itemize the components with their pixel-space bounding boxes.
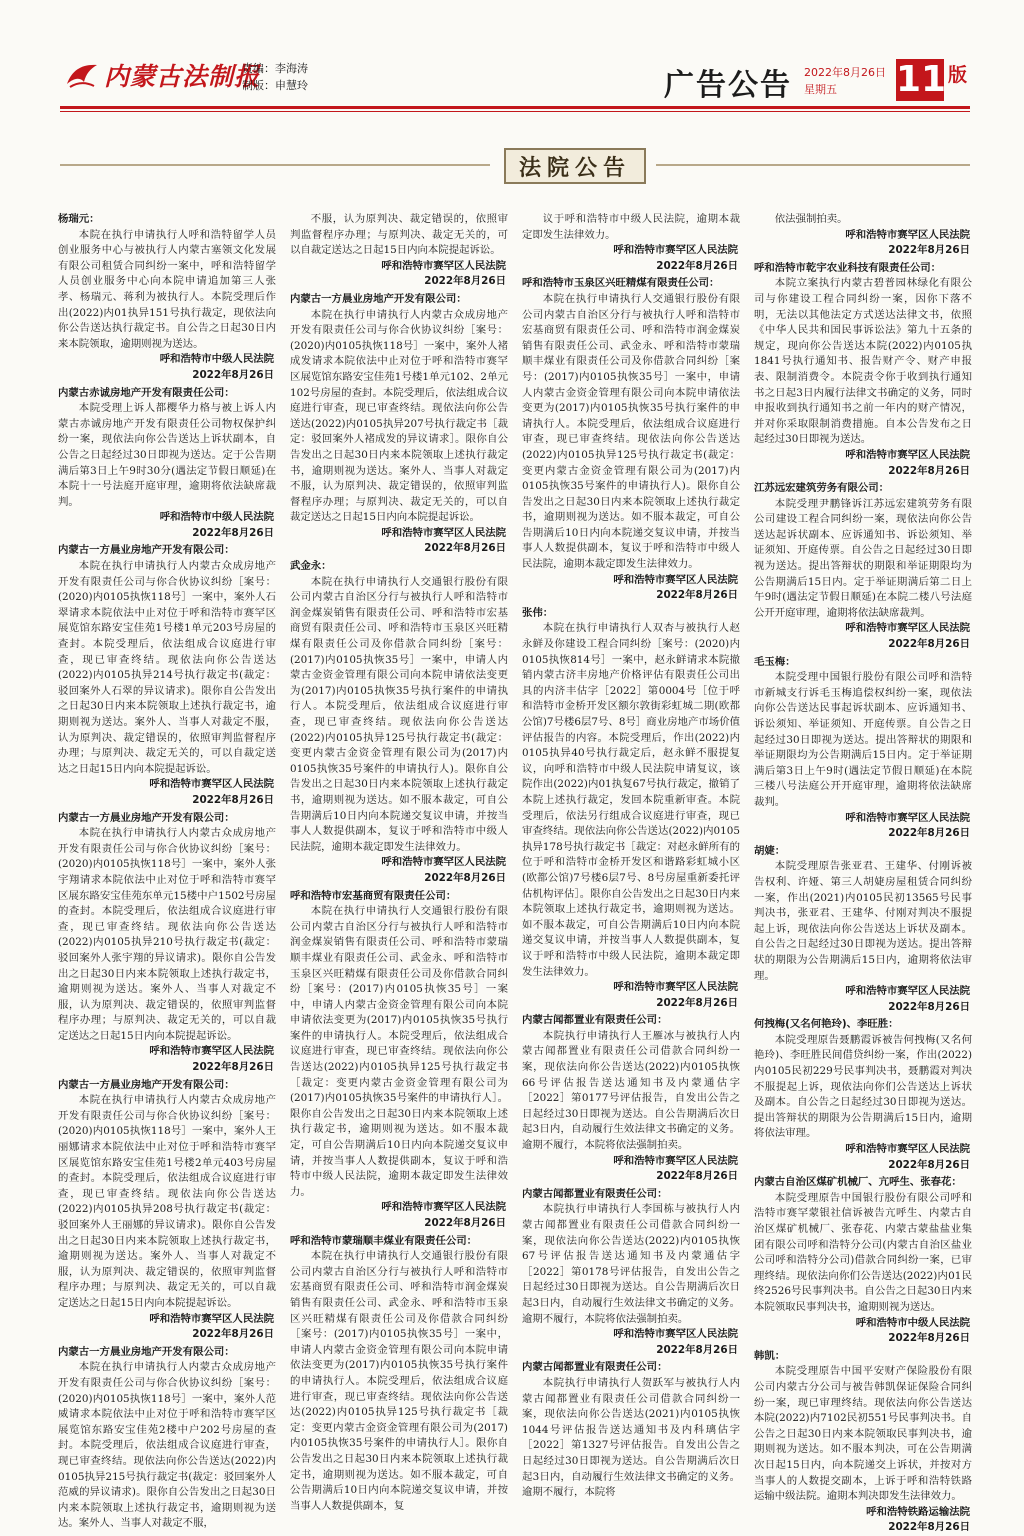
issuing-court: 呼和浩特市赛罕区人民法院 (613, 573, 738, 586)
notice-date: 2022年8月26日 (424, 275, 506, 288)
notice-column (754, 212, 972, 1534)
issuing-court: 呼和浩特市赛罕区人民法院 (381, 856, 506, 869)
court-notice (58, 212, 276, 384)
notice-date: 2022年8月26日 (656, 1170, 738, 1183)
notice-body: 本院在执行申请执行人内蒙古众成房地产开发有限责任公司与你合伙协议纠纷［案号：(2020)内0105执恢118号］一案中，案外人石翠请求本院依法中止对位于呼和浩特市赛罕区展览馆东路安宝佳苑1号楼1单元203号房屋的查封。本院受理后，依法组成合议庭进行审查，现已审查终结。现依法向你公告送达(2022)内0105执异214号执行裁定书(裁定：驳回案外人石翠的异议请求)。限你自公告发出之日起30日内来本院领取上述执行裁定书，逾期则视为送达。案外人、当事人对裁定不服，认为原判决、裁定错误的，依照审判监督程序办理；与原判决、裁定无关的，可以自裁定送达之日起15日内向本院提起诉讼。 (58, 560, 276, 775)
notice-column (58, 212, 276, 1530)
court-notice (290, 212, 508, 290)
court-notice (58, 1345, 276, 1532)
notice-column (522, 212, 740, 1499)
notice-body: 本院受理尹鹏锋诉江苏远宏建筑劳务有限公司建设工程合同纠纷一案，现依法向你公告送达起诉状副本、应诉通知书、诉讼须知、举证须知、开庭传票。自公告之日起经过30日即视为送达。提出答辩状的期限和举证期限均为公告期满后15日内。定于举证期满后第二日上午9时(遇法定节假日顺延)在本院二楼八号法庭公开开庭审理，逾期将依法缺席裁判。 (754, 497, 972, 619)
notice-body: 本院在执行申请执行人呼和浩特留学人员创业服务中心与被执行人内蒙古塞领文化发展有限公司租赁合同纠纷一案中，呼和浩特留学人员创业服务中心向本院申请追加第三人张孝、杨瑞元、蒋利为被执行人。本院受理后作出(2022)内01执异151号执行裁定，现依法向你公告送达执行裁定书。自公告之日起30日内来本院领取，逾期则视为送达。 (58, 228, 276, 350)
notice-body: 本院在执行申请执行人交通银行股份有限公司内蒙古自治区分行与被执行人呼和浩特市宏基商贸有限责任公司、呼和浩特市润金煤炭销售有限责任公司、武金永、呼和浩特市玉泉区兴旺精煤有限责任公司及你借款合同纠纷［案号：(2017)内0105执恢35号］一案中，申请人内蒙古金资金管理有限公司向本院申请依法变更为(2017)内0105执恢35号执行案件的申请执行人。本院受理后，依法组成合议庭进行审查，现已审查终结。现依法向你公告送达(2022)内0105执异125号执行裁定书［裁定：变更内蒙古金资金管理有限公司为(2017)内0105执恢35号案件的申请执行人］。限你自公告发出之日起30日内来本院领取上述执行裁定书，逾期则视为送达。如不服本裁定，可自公告期满后10日内向本院递交复议申请，并按当事人人数提供副本，复 (290, 1250, 508, 1512)
notice-body: 依法强制拍卖。 (774, 213, 848, 225)
addressee: 杨瑞元： (58, 213, 100, 225)
notice-date: 2022年8月26日 (888, 1332, 970, 1345)
addressee: 内蒙古一方晨业房地产开发有限公司： (58, 1078, 235, 1091)
notice-body: 本院执行申请执行人贺跃军与被执行人内蒙古闻都置业有限责任公司借款合同纠纷一案，现依法向你公告送达(2021)内0105执恢1044号评估报告送达通知书及内科璃估字［2022］第1327号评估报告。自发出公告之日起经过30日即视为送达。自公告期满后次日起3日内，自动履行生效法律文书确定的义务。逾期不履行，本院将 (522, 1376, 740, 1499)
notice-date: 2022年8月26日 (192, 368, 274, 381)
notice-date: 2022年8月26日 (888, 1158, 970, 1171)
court-notice (754, 844, 972, 1016)
addressee: 何拽梅(又名何艳玲)、李旺胜： (754, 1018, 899, 1031)
notice-date: 2022年8月26日 (888, 1521, 970, 1534)
notice-date: 2022年8月26日 (888, 638, 970, 651)
court-notice (290, 1234, 508, 1515)
notice-body: 本院在执行申请执行人双杏与被执行人赵永鲜及你建设工程合同纠纷［案号：(2020)内0105执恢814号］一案中，赵永鲜请求本院撤销内蒙古济丰房地产价格评估有限责任公司出具的内济丰估字［2022］第0004号［位于呼和浩特市金桥开发区额尔敦街彩虹城二期(欧都公馆)7号楼6层7号、8号］商业房地产市场价值评估报告的内容。本院受理后，作出(2022)内0105执异40号执行裁定后，赵永鲜不服提复议，向呼和浩特市中级人民法院申请复议，该院作出(2022)内01执复67号执行裁定，撤销了本院上述执行裁定，发回本院重新审查。本院受理后，依法另行组成合议庭进行审查，现已审查终结。现依法向你公告送达(2022)内0105执异178号执行裁定书［裁定：对赵永鲜所有的位于呼和浩特市金桥开发区和谐路彩虹城小区(欧都公馆)7号楼6层7号、8号房屋重新委托评估机构评估］。限你自公告发出之日起30日内来本院领取上述执行裁定书，逾期则视为送达。如不服本裁定，可自公告期满后10日内向本院递交复议申请，并按当事人人数提供副本，复议于呼和浩特市中级人民法院，逾期本裁定即发生法律效力。 (522, 622, 740, 978)
notice-body: 本院受理原告中国平安财产保险股份有限公司内蒙古分公司与被告韩凯保证保险合同纠纷一案，现已审理终结。现依法向你公告送达本院(2022)内7102民初551号民事判决书。自公告之日起30日内来本院领取民事判决书，逾期则视为送达。如不服本判决，可在公告期满次日起15日内，向本院递交上诉状，并按对方当事人的人数提交副本，上诉于呼和浩特铁路运输中级法院。逾期本判决即发生法律效力。 (754, 1365, 972, 1503)
court-notice (754, 1175, 972, 1347)
newspaper-logo (64, 58, 260, 92)
notice-date: 2022年8月26日 (656, 589, 738, 602)
page-label: 版 (948, 64, 968, 86)
notice-body: 本院在执行申请执行人内蒙古众成房地产开发有限责任公司与你合伙协议纠纷［案号：(2020)内0105执恢118号］一案中，案外人张宇翔请求本院依法中止对位于呼和浩特市赛罕区展东路安宝佳苑东单元15楼中户1502号房屋的查封。本院受理后，依法组成合议庭进行审查，现已审查终结。现依法向你公告送达(2022)内0105执异210号执行裁定书(裁定：驳回案外人张宇翔的异议请求)。限你自公告发出之日起30日内来本院领取上述执行裁定书，逾期则视为送达。案外人、当事人对裁定不服，认为原判决、裁定错误的，依照审判监督程序办理；与原判决、裁定无关的，可以自裁定送达之日起15日内向本院提起诉讼。 (58, 827, 276, 1042)
issuing-court: 呼和浩特市赛罕区人民法院 (613, 1154, 738, 1167)
section-banner (60, 148, 970, 182)
issue-weekday: 星期五 (804, 83, 837, 96)
notice-body: 本院执行申请执行人李国栋与被执行人内蒙古闻都置业有限责任公司借款合同纠纷一案，现依法向你公告送达(2022)内0105执恢67号评估报告送达通知书及内蒙通估字［2022］第0178号评估报告，自发出公告之日起经过30日即视为送达。自公告期满后次日起3日内，自动履行生效法律文书确定的义务。逾期不履行，本院将依法强制拍卖。 (522, 1203, 740, 1325)
notice-body: 本院受理原告中国银行股份有限公司呼和浩特市赛罕蒙银社信诉被告亢呼生、内蒙古自治区煤矿机械厂、张春花、内蒙古蒙盐盐业集团有限公司呼和浩特分公司(内蒙古自治区盐业公司呼和浩特分公司)借款合同纠纷一案，已审理终结。现依法向你们公告送达(2022)内01民终2526号民事判决书。自公告之日起30日内来本院领取民事判决书，逾期则视为送达。 (754, 1191, 972, 1313)
court-notice (290, 292, 508, 557)
addressee: 内蒙古闻都置业有限责任公司： (522, 1361, 668, 1374)
issuing-court: 呼和浩特市赛罕区人民法院 (845, 985, 970, 998)
notice-date: 2022年8月26日 (192, 1328, 274, 1341)
court-notice (290, 559, 508, 886)
court-notice (522, 276, 740, 603)
notice-body: 本院在执行申请执行人内蒙古众成房地产开发有限责任公司与你合伙协议纠纷［案号：(2020)内0105执恢118号］一案中，案外人王丽娜请求本院依法中止对位于呼和浩特市赛罕区展览馆东路安宝佳苑1号楼2单元403号房屋的查封。本院受理后，依法组成合议庭进行审查，现已审查终结。现依法向你公告送达(2022)内0105执异208号执行裁定书(裁定：驳回案外人王丽娜的异议请求)。限你自公告发出之日起30日内来本院领取上述执行裁定书，逾期则视为送达。案外人、当事人对裁定不服，认为原判决、裁定错误的，依照审判监督程序办理；与原判决、裁定无关的，可以自裁定送达之日起15日内向本院提起诉讼。 (58, 1094, 276, 1309)
court-notice (58, 543, 276, 808)
addressee: 内蒙古赤诚房地产开发有限责任公司： (58, 386, 235, 399)
addressee: 内蒙古自治区煤矿机械厂、亢呼生、张春花： (754, 1176, 962, 1189)
issue-date (804, 64, 886, 98)
court-notice (754, 212, 972, 259)
notice-body: 本院受理上诉人都樱华力格与被上诉人内蒙古赤诚房地产开发有限责任公司物权保护纠纷一案，现依法向你公告送达上诉状副本，自公告之日起经过30日即视为送达。定于公告期满后第3日上午9时30分(遇法定节假日顺延)在本院十一号法庭开庭审理，逾期将依法缺席裁判。 (58, 402, 276, 508)
issuing-court: 呼和浩特市赛罕区人民法院 (613, 1328, 738, 1341)
notice-date: 2022年8月26日 (888, 1000, 970, 1013)
notice-date: 2022年8月26日 (192, 1061, 274, 1074)
issuing-court: 呼和浩特市赛罕区人民法院 (613, 981, 738, 994)
notice-date: 2022年8月26日 (424, 1217, 506, 1229)
court-notice (522, 1360, 740, 1500)
notice-body: 本院立案执行内蒙古碧普园林绿化有限公司与你建设工程合同纠纷一案，因你下落不明，无法以其他法定方式送达法律文书，依照《中华人民共和国民事诉讼法》第九十五条的规定，现向你公告送达本院(2022)内0105执1841号执行通知书、报告财产令、财产申报表、限制消费令。本院责令你于收到执行通知书之日起3日内履行法律文书确定的义务，同时申报收到执行通知书之前一年内的财产情况，并对你采取限制消费措施。自本公告发布之日起经过30日即视为送达。 (754, 277, 972, 446)
banner-line-left (60, 164, 490, 166)
court-notice (754, 1349, 972, 1536)
court-notice (754, 481, 972, 653)
court-notice (290, 889, 508, 1232)
masthead (0, 0, 1024, 122)
notice-body: 议于呼和浩特市中级人民法院，逾期本裁定即发生法律效力。 (522, 213, 740, 241)
addressee: 内蒙古一方晨业房地产开发有限公司： (58, 544, 235, 557)
header-rule-thin (60, 111, 970, 112)
court-notice (522, 606, 740, 1011)
court-notice (754, 261, 972, 479)
notice-body: 本院在执行申请执行人内蒙古众成房地产开发有限责任公司与你合伙协议纠纷［案号：(2020)内0105执恢118号］一案中，案外人范威请求本院依法中止对位于呼和浩特市赛罕区展览馆东路安宝佳苑2楼中户202号房屋的查封。本院受理后，依法组成合议庭进行审查，现已审查终结。现依法向你公告送达(2022)内0105执异215号执行裁定书(裁定：驳回案外人范威的异议请求)。限你自公告发出之日起30日内来本院领取上述执行裁定书，逾期则视为送达。案外人、当事人对裁定不服， (58, 1361, 276, 1530)
producer-name: 制版：申慧玲 (242, 79, 308, 92)
section-title: 广告公告 (664, 68, 792, 103)
addressee: 内蒙古闻都置业有限责任公司： (522, 1187, 668, 1200)
notice-date: 2022年8月26日 (656, 259, 738, 272)
addressee: 江苏远宏建筑劳务有限公司： (754, 482, 890, 495)
issuing-court: 呼和浩特市中级人民法院 (159, 511, 274, 524)
issuing-court: 呼和浩特市赛罕区人民法院 (149, 1312, 274, 1325)
issuing-court: 呼和浩特铁路运输法院 (866, 1505, 970, 1518)
logo-emblem-icon (64, 60, 100, 90)
issuing-court: 呼和浩特市中级人民法院 (855, 1316, 970, 1329)
banner-line-right (656, 164, 970, 166)
issue-date-text: 2022年8月26日 (804, 66, 886, 79)
court-notice (754, 1017, 972, 1173)
addressee: 毛玉梅： (754, 655, 796, 668)
notice-column (290, 212, 508, 1512)
editor-name: 责编：李海涛 (242, 62, 308, 75)
issuing-court: 呼和浩特市中级人民法院 (159, 353, 274, 366)
notice-body: 本院受理原告张亚君、王建华、付刚诉被告权利、许娅、第三人胡婕房屋租赁合同纠纷一案，作出(2021)内0105民初13565号民事判决书，张亚君、王建华、付刚对判决不服提起上诉，现依法向你公告送达上诉状及副本。自公告之日起经过30日即视为送达。提出答辩状的期限为公告期满后15日内，逾期将依法审理。 (754, 860, 972, 982)
notice-body: 本院在执行申请执行人交通银行股份有限公司内蒙古自治区分行与被执行人呼和浩特市润金煤炭销售有限责任公司、呼和浩特市宏基商贸有限责任公司、呼和浩特市玉泉区兴旺精煤有限责任公司及你借款合同纠纷［案号：(2017)内0105执恢35号］一案中，申请人内蒙古金资金管理有限公司向本院申请依法变更为(2017)内0105执恢35号执行案件的申请执行人。本院受理后，依法组成合议庭进行审查，现已审查终结。现依法向你公告送达(2022)内0105执异125号执行裁定书(裁定：变更内蒙古金资金管理有限公司为(2017)内0105执恢35号案件的申请执行人)。限你自公告发出之日起30日内来本院领取上述执行裁定书，逾期则视为送达。如不服本裁定，可自公告期满后10日内向本院递交复议申请，并按当事人人数提供副本，复议于呼和浩特市中级人民法院，逾期本裁定即发生法律效力。 (290, 575, 508, 853)
notice-body: 不服，认为原判决、裁定错误的，依照审判监督程序办理；与原判决、裁定无关的，可以自裁定送达之日起15日内向本院提起诉讼。 (290, 213, 508, 257)
addressee: 呼和浩特市乾宇农业科技有限责任公司： (754, 261, 942, 274)
banner-title: 法院公告 (504, 148, 646, 184)
addressee: 韩凯： (754, 1349, 786, 1362)
notice-body: 本院受理原告聂鹏霞诉被告何拽梅(又名何艳玲)、李旺胜民间借贷纠纷一案，作出(2022)内0105民初229号民事判决书，聂鹏霞对判决不服提起上诉，现依法向你们公告送达上诉状及副本。自公告之日起经过30日即视为送达。提出答辩状的期限为公告期满后15日内，逾期将依法审理。 (754, 1033, 972, 1140)
issuing-court: 呼和浩特市赛罕区人民法院 (381, 1201, 506, 1214)
notice-date: 2022年8月26日 (888, 244, 970, 257)
court-notice (58, 386, 276, 542)
addressee: 内蒙古一方晨业房地产开发有限公司： (290, 292, 467, 305)
editor-credits (242, 60, 308, 94)
addressee: 武金永： (290, 560, 332, 573)
addressee: 内蒙古一方晨业房地产开发有限公司： (58, 811, 235, 824)
issuing-court: 呼和浩特市赛罕区人民法院 (381, 526, 506, 539)
issuing-court: 呼和浩特市赛罕区人民法院 (845, 448, 970, 461)
issuing-court: 呼和浩特市赛罕区人民法院 (381, 259, 506, 272)
notice-body: 本院在执行申请执行人交通银行股份有限公司内蒙古自治区分行与被执行人呼和浩特市宏基商贸有限责任公司、呼和浩特市润金煤炭销售有限责任公司、武金永、呼和浩特市蒙瑞顺丰煤业有限责任公司及你借款合同纠纷［案号：(2017)内0105执恢35号］一案中，申请人内蒙古金资金管理有限公司向本院申请依法变更为(2017)内0105执恢35号执行案件的申请执行人。本院受理后，依法组成合议庭进行审查，现已审查终结。现依法向你公告送达(2022)内0105执异125号执行裁定书(裁定：变更内蒙古金资金管理有限公司为(2017)内0105执恢35号案件的申请执行人)。限你自公告发出之日起30日内来本院领取上述执行裁定书，逾期则视为送达。如不服本裁定，可自公告期满后10日内向本院递交复议申请，并按当事人人数提供副本，复议于呼和浩特市中级人民法院，逾期本裁定即发生法律效力。 (522, 292, 740, 571)
notice-body: 本院受理中国银行股份有限公司呼和浩特市新城支行诉毛玉梅追偿权纠纷一案，现依法向你公告送达民事起诉状副本、应诉通知书、诉讼须知、举证须知、开庭传票。自公告之日起经过30日即视为送达。提出答辩状的期限和举证期限均为公告期满后15日内。定于举证期满后第3日上午9时(遇法定节假日顺延)在本院三楼八号法庭公开开庭审理，逾期将依法缺席裁判。 (754, 671, 972, 808)
addressee: 张伟： (522, 606, 554, 619)
issuing-court: 呼和浩特市赛罕区人民法院 (845, 811, 970, 824)
logo-text: 内蒙古法制报 (104, 62, 261, 91)
issuing-court: 呼和浩特市赛罕区人民法院 (845, 1143, 970, 1156)
court-notice (522, 1013, 740, 1185)
issuing-court: 呼和浩特市赛罕区人民法院 (845, 622, 970, 635)
issuing-court: 呼和浩特市赛罕区人民法院 (149, 778, 274, 791)
addressee: 内蒙古一方晨业房地产开发有限公司： (58, 1345, 235, 1358)
header-rule (60, 106, 970, 109)
addressee: 内蒙古闻都置业有限责任公司： (522, 1014, 668, 1027)
notice-body: 本院在执行申请执行人内蒙古众成房地产开发有限责任公司与你合伙协议纠纷［案号：(2020)内0105执恢118号］一案中，案外人褚成发请求本院依法中止对位于呼和浩特市赛罕区展览馆东路安宝佳苑1号楼1单元102、2单元102号房屋的查封。本院受理后，依法组成合议庭进行审查，现已审查终结。现依法向你公告送达(2022)内0105执异207号执行裁定书［裁定：驳回案外人褚成发的异议请求］。限你自公告发出之日起30日内来本院领取上述执行裁定书，逾期则视为送达。案外人、当事人对裁定不服，认为原判决、裁定错误的，依照审判监督程序办理；与原判决、裁定无关的，可以自裁定送达之日起15日内向本院提起诉讼。 (290, 308, 508, 524)
notice-body: 本院在执行申请执行人交通银行股份有限公司内蒙古自治区分行与被执行人呼和浩特市润金煤炭销售有限责任公司、呼和浩特市蒙瑞顺丰煤业有限责任公司、武金永、呼和浩特市玉泉区兴旺精煤有限责任公司及你借款合同纠纷［案号：(2017)内0105执恢35号］一案中，申请人内蒙古金资金管理有限公司向本院申请依法变更为(2017)内0105执恢35号执行案件的申请执行人。本院受理后，依法组成合议庭进行审查，现已审查终结。现依法向你公告送达(2022)内0105执异125号执行裁定书［裁定：变更内蒙古金资金管理有限公司为(2017)内0105执恢35号案件的申请执行人］。限你自公告发出之日起30日内来本院领取上述执行裁定书，逾期则视为送达。如不服本裁定，可自公告期满后10日内向本院递交复议申请，并按当事人人数提供副本，复议于呼和浩特市中级人民法院，逾期本裁定即发生法律效力。 (290, 905, 508, 1198)
notice-date: 2022年8月26日 (192, 793, 274, 806)
addressee: 呼和浩特市宏基商贸有限责任公司： (290, 889, 457, 902)
notice-date: 2022年8月26日 (424, 542, 506, 555)
notice-date: 2022年8月26日 (656, 1343, 738, 1356)
notice-date: 2022年8月26日 (888, 464, 970, 477)
issuing-court: 呼和浩特市赛罕区人民法院 (149, 1045, 274, 1058)
notice-date: 2022年8月26日 (192, 526, 274, 539)
court-notice (522, 1187, 740, 1359)
addressee: 呼和浩特市玉泉区兴旺精煤有限责任公司： (522, 277, 720, 290)
notices-columns (58, 212, 974, 1534)
page-number: 11 (896, 59, 947, 100)
issuing-court: 呼和浩特市赛罕区人民法院 (845, 228, 970, 241)
court-notice (522, 212, 740, 274)
addressee: 胡婕： (754, 844, 786, 857)
notice-date: 2022年8月26日 (424, 871, 506, 884)
court-notice (58, 1078, 276, 1343)
notice-body: 本院执行申请执行人王雁冰与被执行人内蒙古闻都置业有限责任公司借款合同纠纷一案，现依法向你公告送达(2022)内0105执恢66号评估报告送达通知书及内蒙通估字［2022］第0177号评估报告，自发出公告之日起经过30日即视为送达。自公告期满后次日起3日内，自动履行生效法律文书确定的义务。逾期不履行，本院将依法强制拍卖。 (522, 1029, 740, 1152)
court-notice (754, 655, 972, 842)
issuing-court: 呼和浩特市赛罕区人民法院 (613, 244, 738, 257)
notice-date: 2022年8月26日 (888, 827, 970, 840)
notice-date: 2022年8月26日 (656, 996, 738, 1009)
addressee: 呼和浩特市蒙瑞顺丰煤业有限责任公司： (290, 1234, 478, 1247)
court-notice (58, 811, 276, 1076)
